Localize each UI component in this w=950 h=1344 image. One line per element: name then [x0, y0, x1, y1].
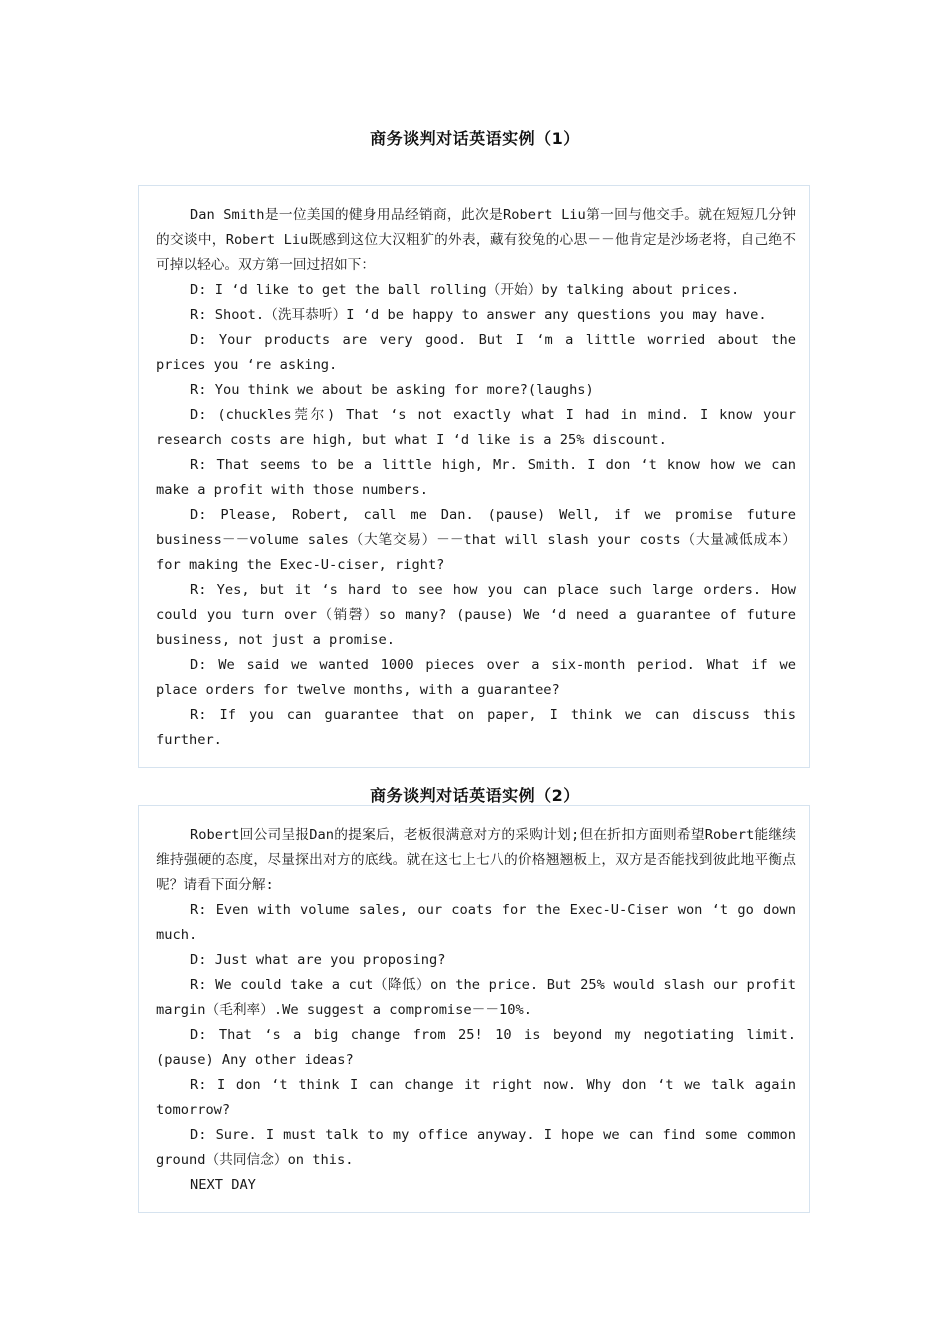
- dialogue-line: R: You think we about be asking for more?(laughs): [190, 382, 594, 398]
- dialogue-content-2: [156, 823, 796, 1198]
- dialogue-line: R: I don ‘t think I can change it right now. Why don ‘t we talk again tomorrow?: [156, 1077, 796, 1118]
- dialogue-box-2: [138, 805, 810, 1213]
- dialogue-content-1: [156, 203, 796, 753]
- dialogue-line: D: Your products are very good. But I ‘m a little worried about the prices you ‘re asking.: [156, 332, 796, 373]
- dialogue-line: R: Even with volume sales, our coats for the Exec-U-Ciser won ‘t go down much.: [156, 902, 796, 943]
- section-1-title: 商务谈判对话英语实例（1）: [370, 129, 580, 148]
- section-2-title: 商务谈判对话英语实例（2）: [370, 786, 580, 805]
- dialogue-line: D: We said we wanted 1000 pieces over a six-month period. What if we place orders for twelve months, with a guarantee?: [156, 657, 796, 698]
- dialogue-line: R: Yes, but it ‘s hard to see how you can place such large orders. How could you turn over（销磬）so many? (pause) We ‘d need a guarantee of future business, not just a promise.: [156, 582, 796, 648]
- dialogue-line: D: I ‘d like to get the ball rolling（开始）by talking about prices.: [190, 282, 740, 298]
- dialogue-line: D: Please, Robert, call me Dan. (pause) Well, if we promise future business－－volume sales（大笔交易）－－that will slash your costs（大量减低成本）for making the Exec-U-ciser, right?: [156, 507, 796, 573]
- dialogue-line: D: Sure. I must talk to my office anyway. I hope we can find some common ground（共同信念）on this.: [156, 1127, 796, 1168]
- dialogue-line: R: If you can guarantee that on paper, I think we can discuss this further.: [156, 707, 796, 748]
- dialogue-line: D: That ‘s a big change from 25! 10 is beyond my negotiating limit. (pause) Any other ideas?: [156, 1027, 796, 1068]
- dialogue-line: D: (chuckles莞尔) That ‘s not exactly what I had in mind. I know your research costs are high, but what I ‘d like is a 25% discount.: [156, 407, 796, 448]
- intro-paragraph: Dan Smith是一位美国的健身用品经销商，此次是Robert Liu第一回与他交手。就在短短几分钟的交谈中，Robert Liu既感到这位大汉粗犷的外表，藏有狡兔的心思－－他肯定是沙场老将，自己绝不可掉以轻心。双方第一回过招如下：: [156, 207, 796, 273]
- intro-paragraph: Robert回公司呈报Dan的提案后，老板很满意对方的采购计划;但在折扣方面则希望Robert能继续维持强硬的态度，尽量探出对方的底线。就在这七上七八的价格翘翘板上，双方是否能找到彼此地平衡点呢？请看下面分解:: [156, 827, 796, 893]
- dialogue-line: D: Just what are you proposing?: [190, 952, 446, 968]
- dialogue-line: R: That seems to be a little high, Mr. Smith. I don ‘t know how we can make a profit with those numbers.: [156, 457, 796, 498]
- dialogue-line: R: We could take a cut（降低）on the price. But 25% would slash our profit margin（毛利率）.We suggest a compromise－－10%.: [156, 977, 796, 1018]
- dialogue-line: R: Shoot.（洗耳恭听）I ‘d be happy to answer any questions you may have.: [190, 307, 767, 323]
- dialogue-box-1: [138, 185, 810, 768]
- dialogue-line: NEXT DAY: [190, 1177, 256, 1193]
